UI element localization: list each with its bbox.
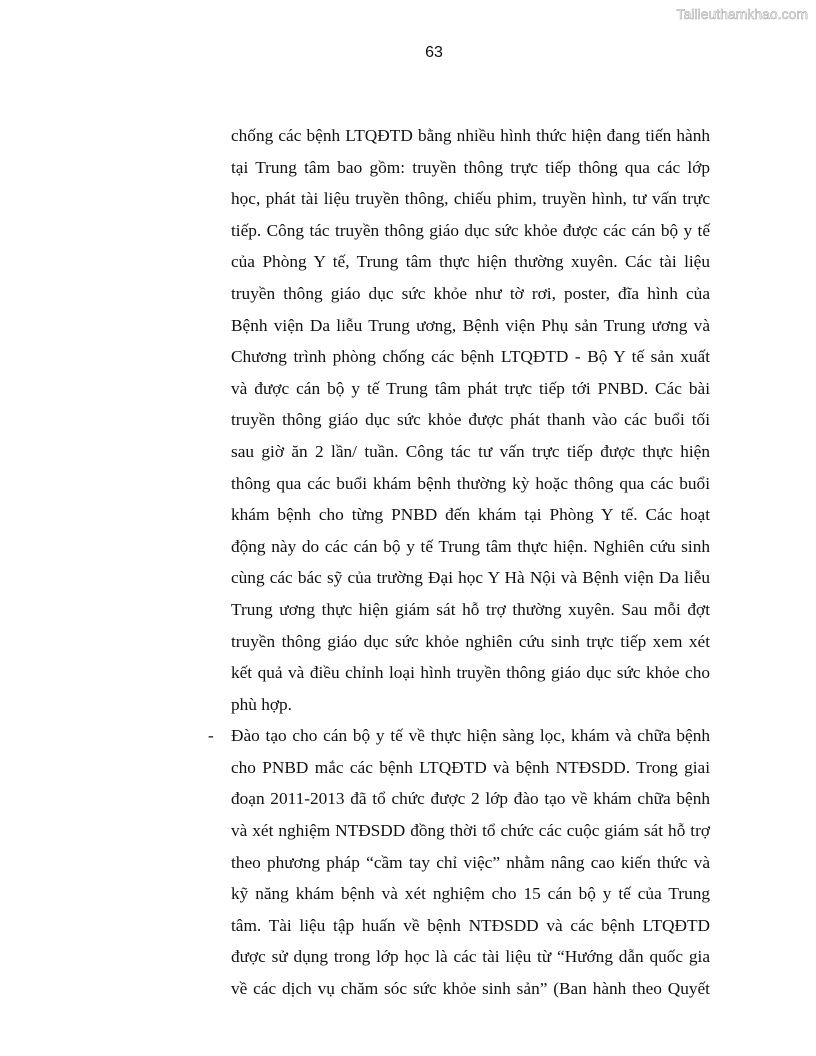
text-line: đoạn 2011-2013 đã tổ chức được 2 lớp đào tạo về khám chữa bệnh <box>231 789 710 809</box>
text-line: cùng các bác sỹ của trường Đại học Y Hà Nội và Bệnh viện Da liễu <box>231 568 710 588</box>
page-number: 63 <box>425 44 443 61</box>
text-line: Đào tạo cho cán bộ y tế về thực hiện sàng lọc, khám và chữa bệnh <box>231 726 710 746</box>
text-line: Chương trình phòng chống các bệnh LTQĐTD - Bộ Y tế sản xuất <box>231 347 710 367</box>
text-line: động này do các cán bộ y tế Trung tâm thực hiện. Nghiên cứu sinh <box>231 536 710 556</box>
text-line: chống các bệnh LTQĐTD bằng nhiều hình thức hiện đang tiến hành <box>231 126 710 145</box>
text-line: cho PNBD mắc các bệnh LTQĐTD và bệnh NTĐSDD. Trong giai <box>231 757 710 777</box>
text-line: học, phát tài liệu truyền thông, chiếu phim, truyền hình, tư vấn trực <box>231 189 710 209</box>
text-line: theo phương pháp “cầm tay chỉ việc” nhằm nâng cao kiến thức và <box>231 852 710 872</box>
text-line: của Phòng Y tế, Trung tâm thực hiện thường xuyên. Các tài liệu <box>231 252 710 272</box>
text-line: và xét nghiệm NTĐSDD đồng thời tổ chức các cuộc giám sát hỗ trợ <box>231 821 710 841</box>
text-line: phù hợp. <box>231 694 292 714</box>
watermark: Tailieuthamkhao.com <box>676 6 808 22</box>
text-line: truyền thông giáo dục sức khỏe như tờ rơi, poster, đĩa hình của <box>231 283 710 303</box>
text-line: kết quả và điều chỉnh loại hình truyền thông giáo dục sức khỏe cho <box>231 663 710 683</box>
text-line: kỹ năng khám bệnh và xét nghiệm cho 15 cán bộ y tế của Trung <box>231 884 710 904</box>
text-line: Bệnh viện Da liễu Trung ương, Bệnh viện Phụ sản Trung ương và <box>231 315 710 335</box>
text-line: Trung ương thực hiện giám sát hỗ trợ thường xuyên. Sau mỗi đợt <box>231 599 710 619</box>
text-line: tiếp. Công tác truyền thông giáo dục sức khỏe được các cán bộ y tế <box>231 220 710 240</box>
text-line: tại Trung tâm bao gồm: truyền thông trực tiếp thông qua các lớp <box>231 157 710 177</box>
paragraph <box>231 120 710 720</box>
text-line: được sử dụng trong lớp học là các tài liệu từ “Hướng dẫn quốc gia <box>231 947 710 967</box>
text-line: khám bệnh cho từng PNBD đến khám tại Phòng Y tế. Các hoạt <box>231 505 710 525</box>
text-line: sau giờ ăn 2 lần/ tuần. Công tác tư vấn trực tiếp được thực hiện <box>231 441 710 461</box>
text-line: và được cán bộ y tế Trung tâm phát trực tiếp tới PNBD. Các bài <box>231 378 710 398</box>
text-line: tâm. Tài liệu tập huấn về bệnh NTĐSDD và các bệnh LTQĐTD <box>231 915 710 935</box>
document-body <box>208 120 710 1005</box>
text-line: truyền thông giáo dục sức khỏe nghiên cứu sinh trực tiếp xem xét <box>231 631 710 651</box>
text-line: về các dịch vụ chăm sóc sức khỏe sinh sản” (Ban hành theo Quyết <box>231 979 710 999</box>
text-line: thông qua các buổi khám bệnh thường kỳ hoặc thông qua các buổi <box>231 473 710 493</box>
bullet-marker: - <box>208 726 214 746</box>
bullet-item <box>208 720 710 1004</box>
text-line: truyền thông giáo dục sức khỏe được phát thanh vào các buổi tối <box>231 410 710 430</box>
